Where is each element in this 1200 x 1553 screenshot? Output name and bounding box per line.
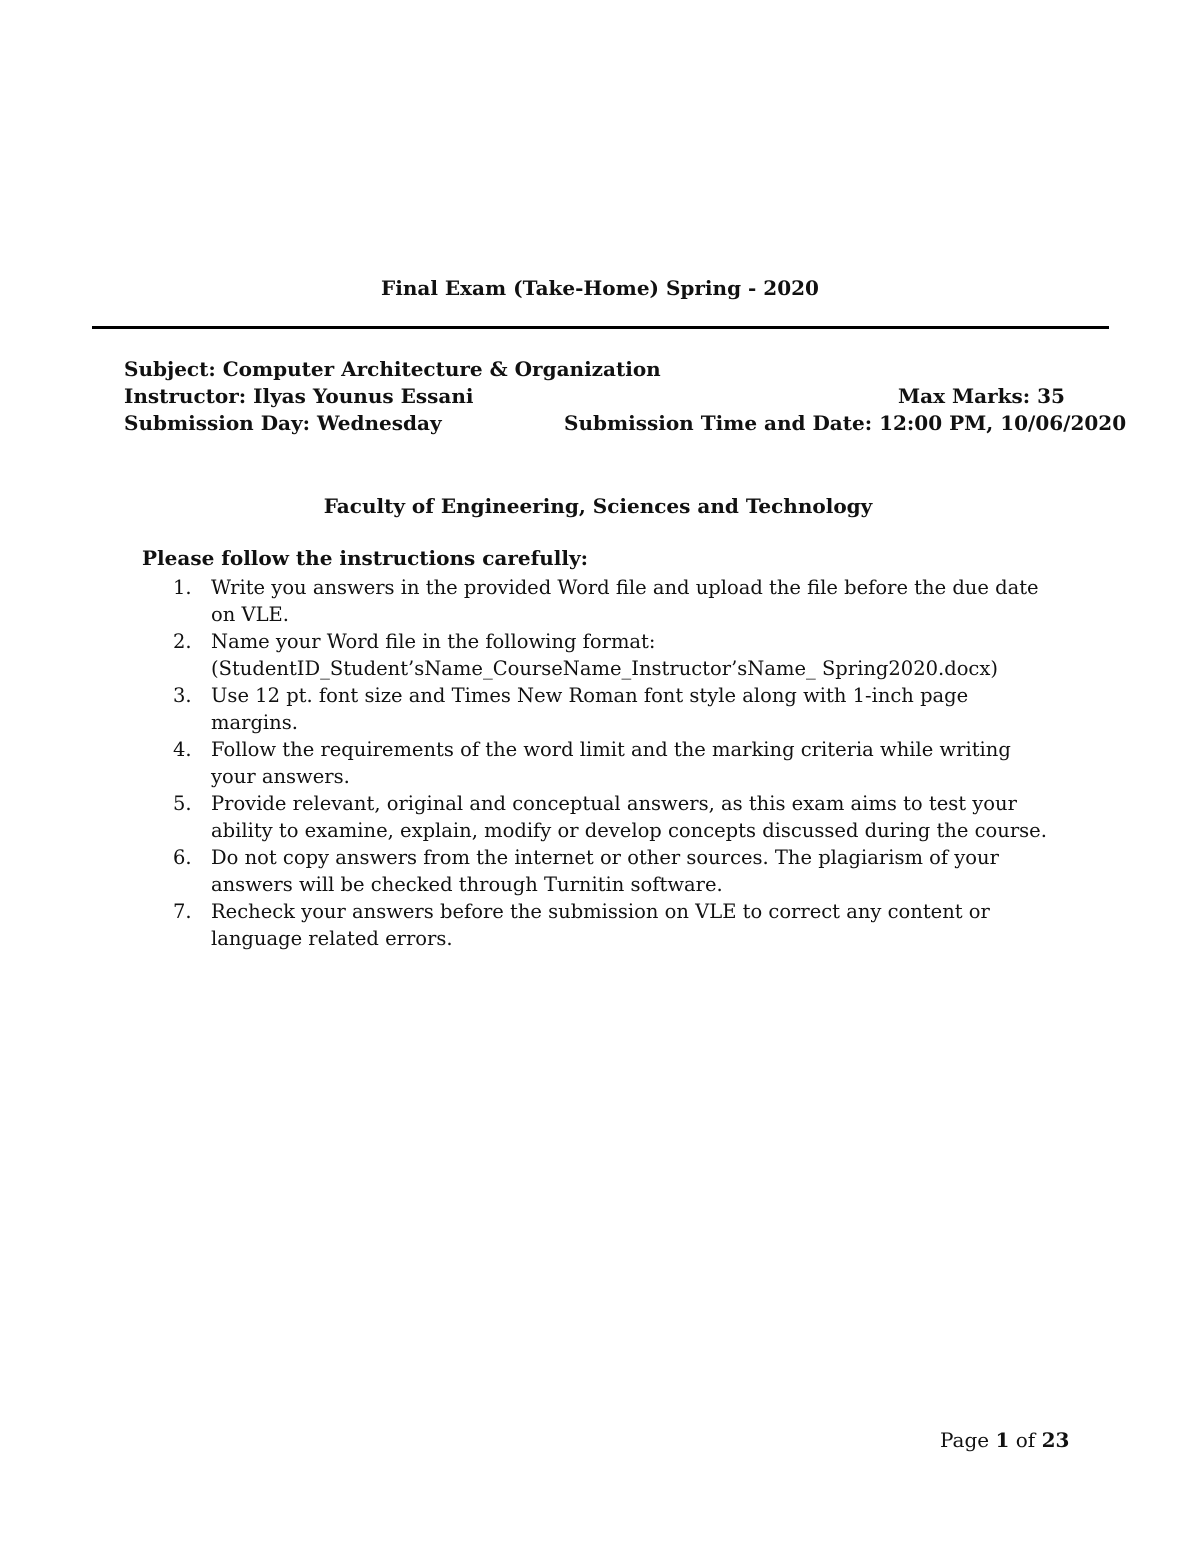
list-item-text: Write you answers in the provided Word file and upload the file before the due date on VLE. <box>211 576 1039 626</box>
list-item-number: 4. <box>173 738 192 761</box>
faculty-heading: Faculty of Engineering, Sciences and Technology <box>323 494 873 518</box>
list-item <box>160 574 1060 628</box>
list-item-number: 1. <box>173 576 192 599</box>
page-number-footer <box>940 1428 1069 1452</box>
subject-line: Subject: Computer Architecture & Organization <box>124 357 661 381</box>
current-page-number: 1 <box>995 1428 1010 1452</box>
list-item <box>160 736 1060 790</box>
submission-time-date: Submission Time and Date: 12:00 PM, 10/06/2020 <box>564 411 1127 435</box>
list-item <box>160 844 1060 898</box>
max-marks: Max Marks: 35 <box>898 384 1065 408</box>
list-item-number: 6. <box>173 846 192 869</box>
instructor-line: Instructor: Ilyas Younus Essani <box>124 384 474 408</box>
page-label: Page <box>940 1428 990 1452</box>
list-item-text: Name your Word file in the following format: (StudentID_Student’sName_CourseName_Instructor’sName_ Spring2020.docx) <box>211 630 998 680</box>
list-item-number: 5. <box>173 792 192 815</box>
list-item <box>160 628 1060 682</box>
list-item <box>160 790 1060 844</box>
list-item-text: Use 12 pt. font size and Times New Roman font style along with 1-inch page margins. <box>211 684 969 734</box>
submission-day: Submission Day: Wednesday <box>124 411 442 435</box>
list-item-text: Follow the requirements of the word limit and the marking criteria while writing your answers. <box>211 738 1011 788</box>
total-pages: 23 <box>1041 1428 1070 1452</box>
instructions-heading: Please follow the instructions carefully: <box>142 546 588 570</box>
exam-title: Final Exam (Take-Home) Spring - 2020 <box>381 276 819 300</box>
list-item <box>160 898 1060 952</box>
title-divider <box>92 326 1109 329</box>
list-item-text: Do not copy answers from the internet or other sources. The plagiarism of your answers will be checked through Turnitin software. <box>211 846 999 896</box>
list-item-number: 3. <box>173 684 192 707</box>
list-item-number: 7. <box>173 900 192 923</box>
list-item-number: 2. <box>173 630 192 653</box>
list-item <box>160 682 1060 736</box>
of-label: of <box>1015 1428 1036 1452</box>
instructions-list <box>160 574 1060 952</box>
list-item-text: Recheck your answers before the submission on VLE to correct any content or language related errors. <box>211 900 990 950</box>
list-item-text: Provide relevant, original and conceptual answers, as this exam aims to test your ability to examine, explain, modify or develop concepts discussed during the course. <box>211 792 1047 842</box>
